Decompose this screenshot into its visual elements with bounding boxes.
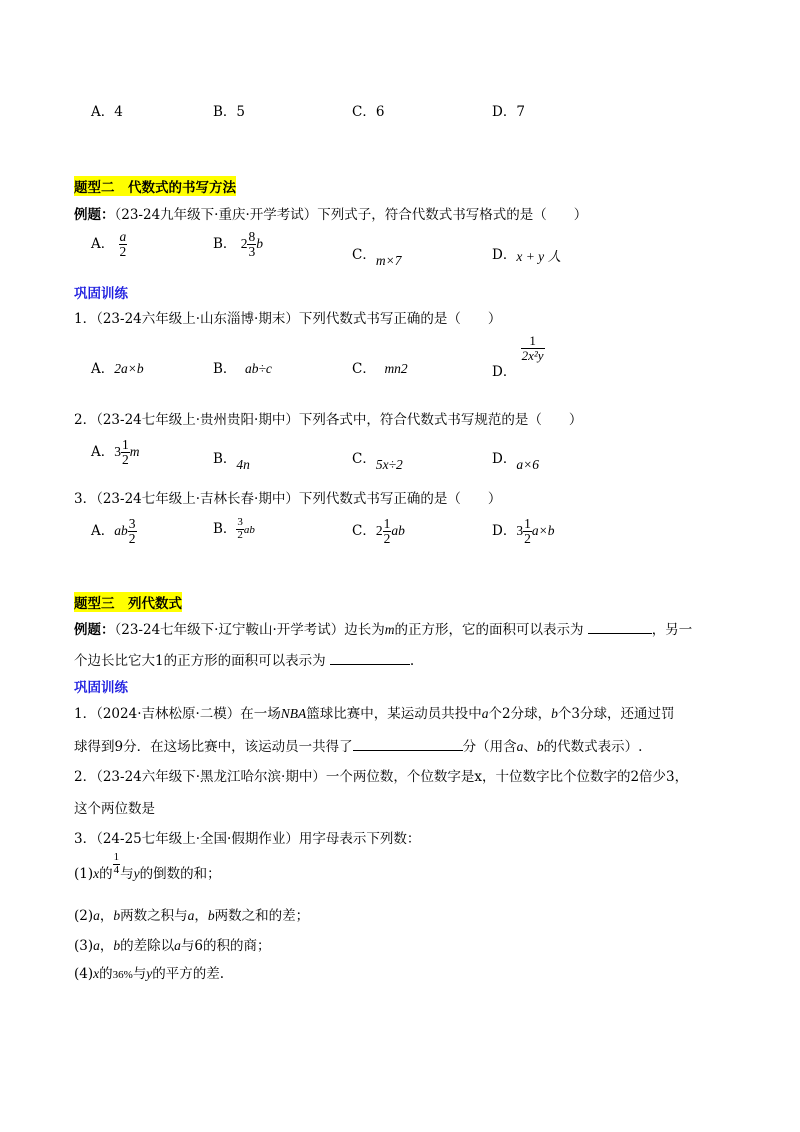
q2-option-b: B．4n [213, 451, 250, 472]
practice-label: 巩固训练 [74, 680, 128, 696]
sub-question-1: (1)x的 $\frac{1}{4}$ 与y的倒数的和； [74, 851, 221, 882]
example-option-a: A． $\frac{a}{2}$ [91, 229, 127, 260]
question-1: 1．（23-24六年级上·山东淄博·期末）下列代数式书写正确的是（ ） [74, 311, 502, 327]
sub-question-2: (2)a，b两数之积与a，b两数之和的差； [74, 908, 310, 924]
q3-option-d: D．3 $\frac{1}{2}$ a×b [492, 516, 555, 547]
q1-option-c: C． mn2 [352, 361, 408, 377]
question-2-line1: 2．（23-24六年级下·黑龙江哈尔滨·期中）一个两位数，个位数字是x，十位数字比个位数字的2倍少3， [74, 769, 689, 785]
fraction: $\frac{1}{\text{2x²y}}$ [521, 333, 544, 363]
sub-question-3: (3)a，b的差除以a与6的积的商； [74, 938, 271, 954]
question-3: 3．（23-24七年级上·吉林长春·期中）下列代数式书写正确的是（ ） [74, 491, 502, 507]
sub-question-4: (4)x的36%与y的平方的差. [74, 966, 225, 982]
question-1-line1: 1．（2024·吉林松原·二模）在一场NBA篮球比赛中，某运动员共投中a个2分球，b个3分球，还通过罚 [74, 706, 675, 722]
fraction: $\frac{1}{2}$ [383, 516, 391, 547]
option-b: B．5 [213, 104, 246, 120]
fraction: $\frac{3}{2}$ [237, 516, 243, 541]
example-option-d: D．x + y 人 [492, 247, 562, 264]
fraction: $\frac{1}{2}$ [524, 516, 531, 547]
answer-blank[interactable] [330, 652, 410, 665]
q3-option-b: B． $\frac{3}{2}$ ab [213, 516, 255, 541]
option-c: C．6 [352, 104, 385, 120]
example-option-c: C．m×7 [352, 247, 402, 268]
q2-option-c: C．5x÷2 [352, 451, 403, 472]
option-a: A．4 [91, 104, 123, 120]
question-2: 2．（23-24七年级上·贵州贵阳·期中）下列各式中，符合代数式书写规范的是（ ） [74, 412, 583, 428]
fraction: $\frac{1}{4}$ [113, 851, 120, 876]
q2-option-d: D．a×6 [492, 451, 539, 472]
example-option-b: B． 2 $\frac{8}{3}$ b [213, 229, 263, 260]
answer-blank[interactable] [588, 621, 652, 634]
fraction: $\frac{a}{2}$ [119, 229, 127, 260]
practice-label: 巩固训练 [74, 286, 128, 302]
fraction: $\frac{1}{2}$ [122, 437, 129, 468]
answer-blank[interactable] [353, 738, 463, 751]
q1-option-b: B． ab÷c [213, 361, 272, 377]
question-3: 3．（24-25七年级上·全国·假期作业）用字母表示下列数： [74, 831, 421, 847]
fraction: $\frac{8}{3}$ [248, 229, 256, 260]
question-2-line2: 这个两位数是 [74, 801, 155, 817]
example-question-line2: 个边长比它大1的正方形的面积可以表示为 . [74, 653, 415, 669]
q1-option-a: A．2a×b [91, 361, 144, 377]
fraction: $\frac{3}{2}$ [128, 516, 136, 547]
section-title: 题型三 列代数式 [74, 592, 182, 612]
q2-option-a: A．3 $\frac{1}{2}$ m [91, 437, 140, 468]
example-question [74, 203, 587, 223]
example-label: 例题： [74, 207, 115, 223]
q1-option-d: D． $\frac{1}{\text{2x²y}}$ [492, 333, 544, 380]
example-text: （23-24九年级下·重庆·开学考试）下列式子，符合代数式书写格式的是（ ） [114, 207, 588, 223]
q3-option-a: A．ab $\frac{3}{2}$ [91, 516, 136, 547]
option-d: D．7 [492, 104, 525, 120]
section-title: 题型二 代数式的书写方法 [74, 176, 236, 196]
example-question-line1: 例题：（23-24七年级下·辽宁鞍山·开学考试）边长为m的正方形，它的面积可以表示为 ，另一 [74, 622, 693, 638]
q3-option-c: C．2 $\frac{1}{2}$ ab [352, 516, 405, 547]
question-1-line2: 球得到9分．在这场比赛中，该运动员一共得了 分（用含a、b的代数式表示）. [74, 739, 643, 755]
